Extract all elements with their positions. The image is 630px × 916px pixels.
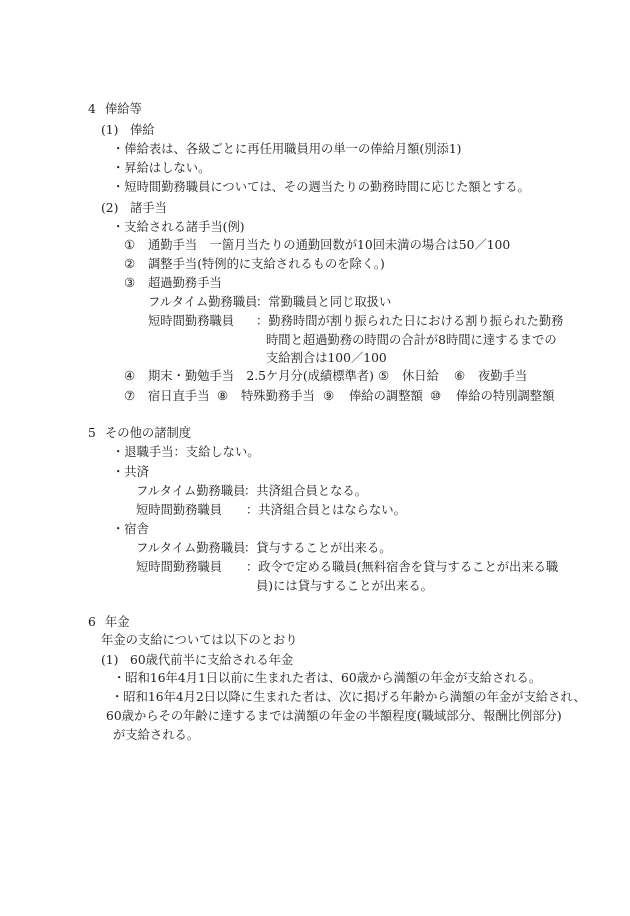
item-text: 俸給の調整額 <box>349 389 423 403</box>
subsection-number: (2) <box>101 201 119 215</box>
value: ：共済組合員となる。 <box>244 484 367 498</box>
item-number: ⑦ <box>124 389 136 403</box>
bullet-item: ・宿舎 <box>112 522 149 536</box>
bullet-item: ・俸給表は、各級ごとに再任用職員用の単一の俸給月額(別添1) <box>112 142 462 156</box>
subsection-title: 諸手当 <box>130 201 167 215</box>
subsection-title: 60歳代前半に支給される年金 <box>130 653 294 667</box>
item-number: ④ <box>124 369 136 383</box>
bullet-item: ・共済 <box>112 465 149 479</box>
item-number: ⑩ <box>430 389 442 403</box>
value: ：常勤職員と同じ取扱い <box>256 295 392 309</box>
bullet-item: ・昭和16年4月2日以降に生まれた者は、次に掲げる年齢から満額の年金が支給され、 <box>111 690 586 704</box>
item-number: ⑤ <box>378 369 390 383</box>
item-text: 夜勤手当 <box>478 369 528 383</box>
section-5-title: その他の諸制度 <box>105 426 192 440</box>
value: ：政令で定める職員(無料宿舎を貸与することが出来る職 <box>246 560 559 574</box>
label: 短時間勤務職員 <box>148 314 235 328</box>
bullet-continuation: が支給される。 <box>113 728 200 742</box>
item-text: 特殊勤務手当 <box>241 389 315 403</box>
label: フルタイム勤務職員 <box>148 295 258 309</box>
value: 員)には貸与することが出来る。 <box>256 579 433 593</box>
bullet-item: ・昭和16年4月1日以前に生まれた者は、60歳から満額の年金が支給される。 <box>113 671 542 685</box>
item-text: 通勤手当 一箇月当たりの通勤回数が10回未満の場合は50／100 <box>148 238 511 252</box>
bullet-item: ・支給される諸手当(例) <box>112 220 245 234</box>
value: ：貸与することが出来る。 <box>244 541 392 555</box>
value: 時間と超過勤務の時間の合計が8時間に達するまでの <box>266 333 557 347</box>
bullet-item: ・短時間勤務職員については、その週当たりの勤務時間に応じた額とする。 <box>112 180 530 194</box>
intro-text: 年金の支給については以下のとおり <box>101 633 298 647</box>
item-text: 調整手当(特例的に支給されるものを除く。) <box>148 257 385 271</box>
item-text: 休日給 <box>402 369 439 383</box>
label: フルタイム勤務職員 <box>136 484 246 498</box>
item-number: ⑧ <box>217 389 229 403</box>
label: フルタイム勤務職員 <box>136 541 246 555</box>
item-number: ① <box>124 238 136 252</box>
subsection-number: (1) <box>101 123 119 137</box>
item-text: 超過勤務手当 <box>148 276 222 290</box>
bullet-continuation: 60歳からその年齢に達するまでは満額の年金の半額程度(職域部分、報酬比例部分) <box>106 709 562 723</box>
subsection-title: 俸給 <box>130 123 155 137</box>
label: 短時間勤務職員 <box>136 503 223 517</box>
section-5-number: 5 <box>88 426 96 440</box>
section-6-title: 年金 <box>105 615 130 629</box>
item-number: ② <box>124 257 136 271</box>
value: ：共済組合員とはならない。 <box>246 503 406 517</box>
label: 短時間勤務職員 <box>136 560 223 574</box>
item-number: ⑨ <box>323 389 335 403</box>
subsection-number: (1) <box>101 653 119 667</box>
bullet-item: ・昇給はしない。 <box>112 161 211 175</box>
item-number: ⑥ <box>454 369 466 383</box>
value: ：勤務時間が割り振られた日における割り振られた勤務 <box>256 314 564 328</box>
bullet-item: ・退職手当：支給しない。 <box>112 445 260 459</box>
section-6-number: 6 <box>88 615 96 629</box>
section-4-title: 俸給等 <box>105 102 142 116</box>
item-text: 俸給の特別調整額 <box>456 389 555 403</box>
item-text: 宿日直手当 <box>148 389 210 403</box>
value: 支給割合は100／100 <box>266 351 387 365</box>
item-text: 期末・勤勉手当 2.5ケ月分(成績標準者) <box>148 369 374 383</box>
section-4-number: 4 <box>88 102 96 116</box>
item-number: ③ <box>124 276 136 290</box>
